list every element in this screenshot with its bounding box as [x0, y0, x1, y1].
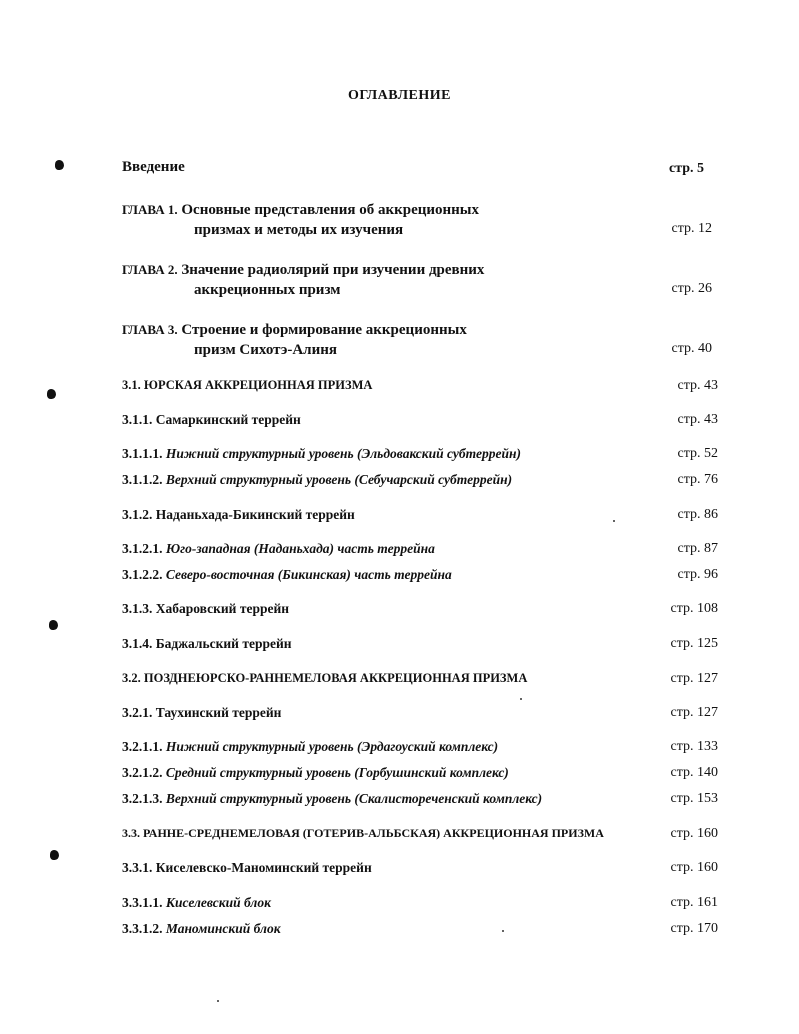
- section-title: Таухинский террейн: [155, 705, 282, 720]
- section-title: Нижний структурный уровень (Эльдовакский субтеррейн): [165, 446, 521, 461]
- punch-hole-mark: [55, 160, 64, 170]
- toc-entry-page: стр. 127: [670, 671, 718, 686]
- section-number: 3.2.1.: [122, 705, 153, 720]
- punch-hole-mark: [47, 389, 56, 399]
- section-title: Самаркинский террейн: [155, 412, 301, 427]
- toc-entry-page: стр. 96: [677, 567, 718, 582]
- section-title: Хабаровский террейн: [155, 601, 290, 616]
- section-number: 3.1.1.: [122, 412, 153, 427]
- section-title: Северо-восточная (Бикинская) часть террейна: [165, 567, 452, 582]
- chapter-title-line2: аккреционных призм: [194, 282, 341, 298]
- chapter-prefix: ГЛАВА 1.: [122, 202, 178, 217]
- toc-entry-subsubsection[interactable]: [122, 567, 718, 585]
- toc-entry-section[interactable]: [122, 671, 718, 689]
- toc-entry-page: стр. 153: [670, 791, 718, 806]
- toc-entry-intro[interactable]: [122, 159, 718, 179]
- toc-entry-subsubsection[interactable]: [122, 472, 718, 490]
- toc-entry-page: стр. 108: [670, 601, 718, 616]
- section-number: 3.3.1.1.: [122, 895, 163, 910]
- toc-entry-label: Введение: [122, 159, 185, 175]
- chapter-title-line1: Строение и формирование аккреционных: [181, 322, 467, 338]
- section-number: 3.1.1.2.: [122, 472, 163, 487]
- toc-entry-subsection[interactable]: [122, 412, 718, 430]
- toc-entry-page: стр. 170: [670, 921, 718, 936]
- chapter-prefix: ГЛАВА 2.: [122, 262, 178, 277]
- toc-entry-subsection[interactable]: [122, 636, 718, 654]
- toc-entry-page: стр. 76: [677, 472, 718, 487]
- toc-entry-page: стр. 5: [668, 161, 704, 176]
- section-title: Верхний структурный уровень (Себучарский субтеррейн): [165, 472, 513, 487]
- section-title: Баджальский террейн: [155, 636, 292, 651]
- section-number: 3.1.: [122, 378, 141, 392]
- speck: [520, 698, 522, 700]
- section-number: 3.3.1.: [122, 860, 153, 875]
- toc-entry-chapter[interactable]: [122, 320, 718, 362]
- section-number: 3.1.2.: [122, 507, 153, 522]
- toc-entry-page: стр. 12: [671, 221, 712, 236]
- chapter-title-line1: Значение радиолярий при изучении древних: [181, 262, 485, 278]
- section-number: 3.3.1.2.: [122, 921, 163, 936]
- toc-entry-subsubsection[interactable]: [122, 446, 718, 464]
- section-number: 3.2.1.2.: [122, 765, 163, 780]
- section-number: 3.3.: [122, 826, 140, 840]
- toc-entry-page: стр. 26: [671, 281, 712, 296]
- punch-hole-mark: [50, 850, 59, 860]
- toc-entry-chapter[interactable]: [122, 200, 718, 242]
- section-title: Средний структурный уровень (Горбушинский комплекс): [165, 765, 509, 780]
- toc-entry-page: стр. 161: [670, 895, 718, 910]
- section-number: 3.1.3.: [122, 601, 153, 616]
- section-title: Наданьхада-Бикинский террейн: [155, 507, 355, 522]
- toc-entry-page: стр. 160: [670, 860, 718, 875]
- section-title: Маноминский блок: [165, 921, 281, 936]
- section-title: РАННЕ-СРЕДНЕМЕЛОВАЯ (ГОТЕРИВ-АЛЬБСКАЯ) АККРЕЦИОННАЯ ПРИЗМА: [143, 826, 604, 840]
- section-number: 3.1.1.1.: [122, 446, 163, 461]
- chapter-title-line2: призм Сихотэ-Алиня: [194, 342, 337, 358]
- section-number: 3.2.1.3.: [122, 791, 163, 806]
- section-number: 3.1.4.: [122, 636, 153, 651]
- section-number: 3.1.2.1.: [122, 541, 163, 556]
- section-title: Верхний структурный уровень (Скалистореченский комплекс): [165, 791, 543, 806]
- section-number: 3.2.: [122, 671, 141, 685]
- section-number: 3.2.1.1.: [122, 739, 163, 754]
- toc-entry-page: стр. 127: [670, 705, 718, 720]
- toc-entry-subsubsection[interactable]: [122, 921, 718, 939]
- toc-entry-section[interactable]: [122, 378, 718, 396]
- chapter-title-line2: призмах и методы их изучения: [194, 222, 404, 238]
- section-title: ПОЗДНЕЮРСКО-РАННЕМЕЛОВАЯ АККРЕЦИОННАЯ ПРИЗМА: [143, 671, 528, 685]
- toc-entry-chapter[interactable]: [122, 260, 718, 302]
- toc-entry-subsection[interactable]: [122, 860, 718, 878]
- toc-entry-page: стр. 43: [677, 378, 718, 393]
- toc-entry-subsubsection[interactable]: [122, 541, 718, 559]
- toc-entry-page: стр. 86: [677, 507, 718, 522]
- toc-entry-page: стр. 140: [670, 765, 718, 780]
- section-title: Киселевско-Маноминский террейн: [155, 860, 372, 875]
- section-title: Нижний структурный уровень (Эрдагоуский комплекс): [165, 739, 499, 754]
- toc-entry-page: стр. 125: [670, 636, 718, 651]
- section-title: Юго-западная (Наданьхада) часть террейна: [165, 541, 435, 556]
- speck: [217, 1000, 219, 1002]
- toc-entry-page: стр. 43: [677, 412, 718, 427]
- toc-entry-subsubsection[interactable]: [122, 791, 718, 809]
- toc-entry-page: стр. 87: [677, 541, 718, 556]
- toc-entry-page: стр. 160: [670, 826, 718, 841]
- toc-entry-subsection[interactable]: [122, 601, 718, 619]
- toc-entry-section[interactable]: [122, 826, 718, 844]
- chapter-prefix: ГЛАВА 3.: [122, 322, 178, 337]
- chapter-title-line1: Основные представления об аккреционных: [181, 202, 480, 218]
- toc-entry-subsection[interactable]: [122, 705, 718, 723]
- punch-hole-mark: [49, 620, 58, 630]
- toc-entry-subsubsection[interactable]: [122, 895, 718, 913]
- page-title: ОГЛАВЛЕНИЕ: [348, 88, 451, 103]
- toc-entry-subsubsection[interactable]: [122, 765, 718, 783]
- toc-entry-subsubsection[interactable]: [122, 739, 718, 757]
- toc-entry-subsection[interactable]: [122, 507, 718, 525]
- toc-entry-page: стр. 52: [677, 446, 718, 461]
- section-number: 3.1.2.2.: [122, 567, 163, 582]
- toc-entry-page: стр. 40: [671, 341, 712, 356]
- section-title: ЮРСКАЯ АККРЕЦИОННАЯ ПРИЗМА: [143, 378, 373, 392]
- toc-entry-page: стр. 133: [670, 739, 718, 754]
- section-title: Киселевский блок: [165, 895, 271, 910]
